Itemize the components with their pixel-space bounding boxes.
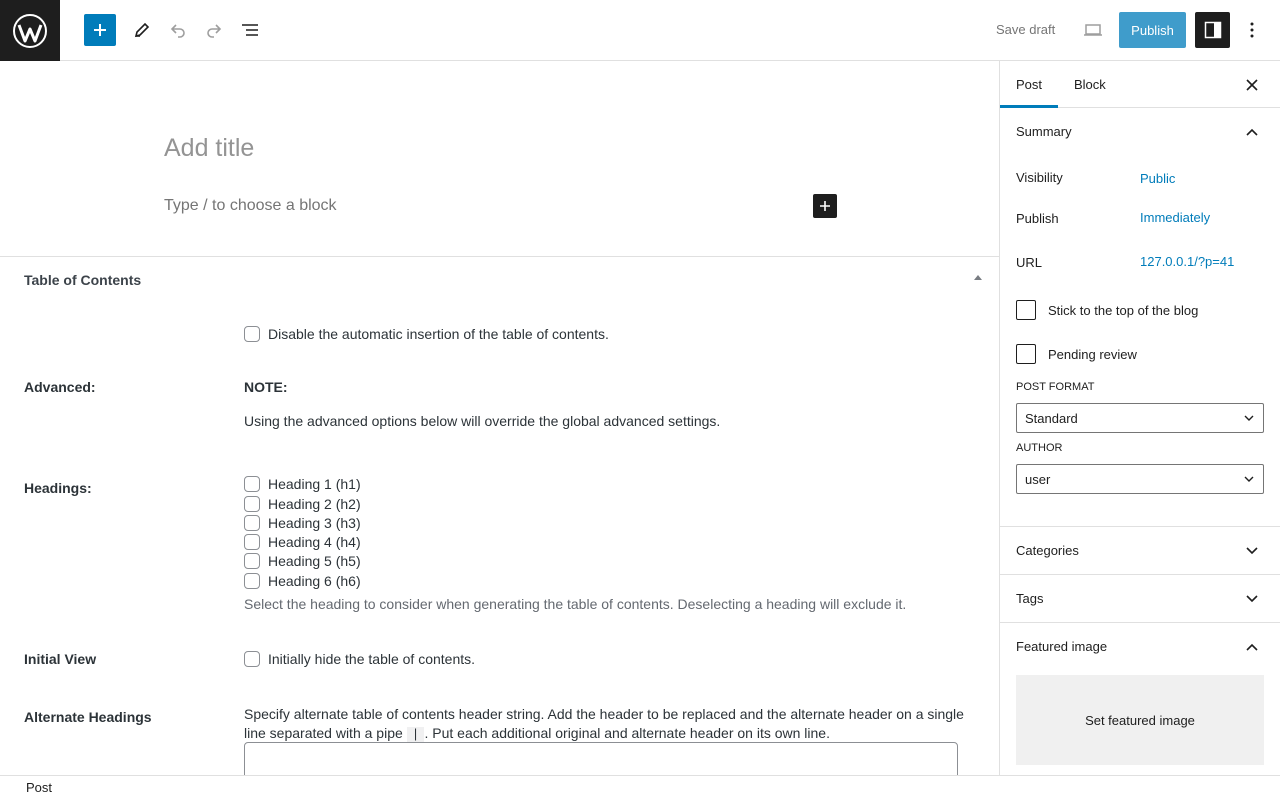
heading-checkbox-h6[interactable] <box>244 573 361 589</box>
checkbox-label: Heading 1 (h1) <box>268 476 361 492</box>
alt-desc-text: Specify alternate table of contents header string. Add the header to be replaced and the alternate header on a single line separated with a pipe <box>244 706 964 741</box>
editor-canvas <box>0 61 999 775</box>
select-value: user <box>1025 471 1051 487</box>
publish-date-toggle[interactable]: Immediately <box>1140 210 1211 225</box>
visibility-label: Visibility <box>1016 170 1063 185</box>
alt-desc-text: . Put each additional original and alternate header on its own line. <box>424 725 830 741</box>
collapse-arrow-icon[interactable] <box>974 275 982 280</box>
checkbox-box[interactable] <box>244 573 260 589</box>
disable-toc-checkbox[interactable] <box>244 326 609 342</box>
note-label: NOTE: <box>244 379 288 395</box>
heading-checkbox-h4[interactable] <box>244 534 361 550</box>
checkbox-box[interactable] <box>244 496 260 512</box>
checkbox-label: Initially hide the table of contents. <box>268 651 476 667</box>
chevron-up-icon <box>1240 120 1264 144</box>
list-view-icon <box>240 21 260 39</box>
redo-button[interactable] <box>198 14 230 46</box>
options-button[interactable] <box>1236 14 1268 46</box>
sidebar-icon <box>1204 21 1222 39</box>
block-placeholder[interactable]: Type / to choose a block <box>164 197 337 214</box>
checkbox-box[interactable] <box>244 326 260 342</box>
pending-review-checkbox[interactable] <box>1016 344 1137 364</box>
inline-add-block-button[interactable] <box>813 194 837 218</box>
block-breadcrumb-bar <box>0 775 1280 800</box>
settings-sidebar <box>999 61 1280 775</box>
vertical-ellipsis-icon <box>1250 22 1254 38</box>
checkbox-label: Pending review <box>1048 346 1137 362</box>
author-select[interactable] <box>1016 464 1264 494</box>
visibility-toggle[interactable]: Public <box>1140 171 1176 186</box>
url-label: URL <box>1016 255 1043 270</box>
plus-icon <box>92 22 108 38</box>
heading-checkbox-h3[interactable] <box>244 515 361 531</box>
categories-panel-header[interactable] <box>1000 527 1280 574</box>
initial-view-label: Initial View <box>24 651 97 667</box>
heading-checkbox-h2[interactable] <box>244 496 361 512</box>
heading-checkbox-h1[interactable] <box>244 476 361 492</box>
chevron-down-icon <box>1240 539 1264 563</box>
sticky-checkbox[interactable] <box>1016 300 1198 320</box>
editor-header <box>0 0 1280 61</box>
laptop-icon <box>1083 22 1103 38</box>
chevron-up-icon <box>1240 635 1264 659</box>
wordpress-logo-icon[interactable] <box>0 0 60 61</box>
note-text: Using the advanced options below will override the global advanced settings. <box>244 413 721 429</box>
tab-block[interactable]: Block <box>1074 77 1106 92</box>
toc-metabox-title: Table of Contents <box>24 272 142 288</box>
preview-button[interactable] <box>1077 14 1109 46</box>
chevron-down-icon <box>1240 587 1264 611</box>
panel-title: Featured image <box>1016 639 1108 654</box>
checkbox-box[interactable] <box>1016 344 1036 364</box>
select-value: Standard <box>1025 410 1078 426</box>
checkbox-label: Heading 2 (h2) <box>268 496 361 512</box>
chevron-down-icon <box>1243 412 1255 424</box>
checkbox-label: Heading 4 (h4) <box>268 534 361 550</box>
pipe-code: | <box>407 727 425 742</box>
summary-panel-header[interactable] <box>1000 108 1280 155</box>
save-draft-button[interactable]: Save draft <box>996 22 1056 37</box>
checkbox-label: Heading 3 (h3) <box>268 515 361 531</box>
undo-button[interactable] <box>162 14 194 46</box>
close-sidebar-button[interactable] <box>1240 73 1264 97</box>
toc-metabox <box>0 256 999 742</box>
panel-title: Categories <box>1016 543 1079 558</box>
heading-checkbox-h5[interactable] <box>244 553 361 569</box>
set-featured-image-button[interactable]: Set featured image <box>1016 675 1264 765</box>
add-block-button[interactable] <box>84 14 116 46</box>
breadcrumb-post[interactable]: Post <box>26 780 53 795</box>
post-title-input[interactable]: Add title <box>164 134 255 162</box>
tab-post[interactable]: Post <box>1000 61 1058 108</box>
tags-panel-header[interactable] <box>1000 575 1280 622</box>
sidebar-tabs <box>1000 61 1280 108</box>
publish-button[interactable]: Publish <box>1119 12 1186 48</box>
panel-title: Tags <box>1016 591 1044 606</box>
alternate-headings-label: Alternate Headings <box>24 709 152 725</box>
checkbox-box[interactable] <box>244 553 260 569</box>
redo-icon <box>205 21 223 39</box>
featured-image-panel-header[interactable] <box>1000 623 1280 670</box>
checkbox-box[interactable] <box>244 515 260 531</box>
alternate-headings-textarea[interactable] <box>244 742 958 775</box>
checkbox-label: Disable the automatic insertion of the table of contents. <box>268 326 609 342</box>
settings-button[interactable] <box>1195 12 1230 48</box>
plus-icon <box>819 200 831 212</box>
post-format-select[interactable] <box>1016 403 1264 433</box>
checkbox-box[interactable] <box>1016 300 1036 320</box>
alternate-headings-description <box>244 705 974 744</box>
advanced-label: Advanced: <box>24 379 96 395</box>
undo-icon <box>169 21 187 39</box>
headings-description: Select the heading to consider when generating the table of contents. Deselecting a heading will exclude it. <box>244 596 907 612</box>
document-overview-button[interactable] <box>234 14 266 46</box>
checkbox-box[interactable] <box>244 651 260 667</box>
headings-label: Headings: <box>24 480 92 496</box>
close-icon <box>1246 79 1258 91</box>
author-label: AUTHOR <box>1016 442 1063 454</box>
checkbox-label: Heading 5 (h5) <box>268 553 361 569</box>
checkbox-box[interactable] <box>244 534 260 550</box>
initially-hide-checkbox[interactable] <box>244 651 475 667</box>
url-toggle[interactable]: 127.0.0.1/?p=41 <box>1140 254 1235 269</box>
panel-title: Summary <box>1016 124 1072 139</box>
checkbox-label: Heading 6 (h6) <box>268 573 361 589</box>
pencil-icon <box>133 21 151 39</box>
checkbox-label: Stick to the top of the blog <box>1048 302 1199 318</box>
tools-button[interactable] <box>126 14 158 46</box>
post-format-label: POST FORMAT <box>1016 381 1095 393</box>
checkbox-box[interactable] <box>244 476 260 492</box>
publish-label: Publish <box>1016 211 1059 226</box>
chevron-down-icon <box>1243 473 1255 485</box>
